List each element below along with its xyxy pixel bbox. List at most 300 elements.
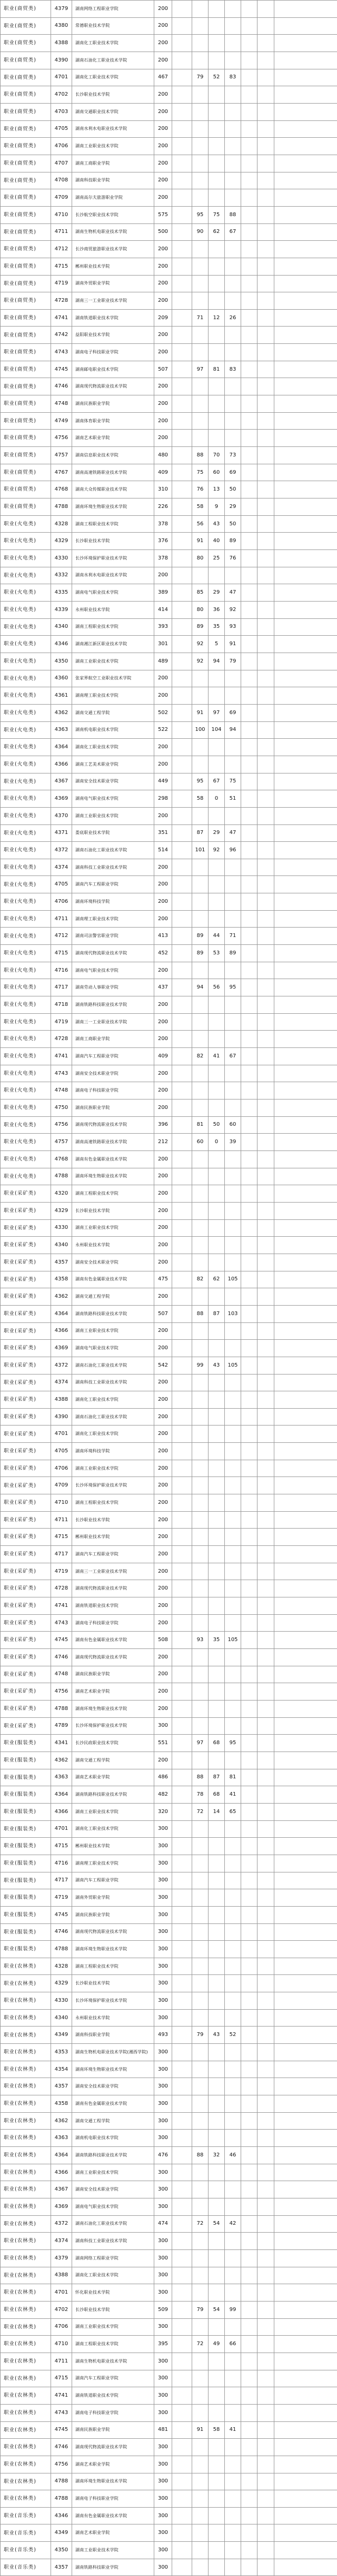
score-b-cell: 13 (209, 481, 225, 498)
blank-cell (172, 1941, 192, 1958)
empty-cell (274, 2044, 337, 2061)
score-b-cell (209, 1992, 225, 2010)
score-cell: 200 (154, 292, 172, 310)
table-row (1, 1889, 337, 1907)
blank-cell (172, 533, 192, 550)
code-cell: 4709 (51, 1477, 72, 1494)
empty-cell (274, 1374, 337, 1391)
school-name-cell: 永州职业技术学院 (72, 1237, 154, 1254)
empty-cell (257, 155, 274, 172)
empty-cell (257, 1185, 274, 1203)
category-cell: 职业(火电类) (1, 687, 51, 705)
empty-cell (241, 2336, 257, 2353)
score-a-cell (192, 1185, 209, 1203)
table-row (1, 773, 337, 790)
score-b-cell: 29 (209, 584, 225, 602)
school-name-cell: 常德职业技术学院 (72, 17, 154, 35)
score-b-cell (209, 1683, 225, 1701)
blank-cell (172, 550, 192, 567)
empty-cell (241, 52, 257, 69)
table-row (1, 395, 337, 413)
score-b-cell: 53 (209, 945, 225, 962)
school-name-cell: 湖南有色金属职业技术学院 (72, 1150, 154, 1168)
empty-cell (241, 103, 257, 120)
blank-cell (172, 2027, 192, 2044)
score-c-cell (225, 2490, 241, 2508)
score-a-cell: 88 (192, 2147, 209, 2164)
school-name-cell: 湖南电气职业技术学院 (72, 2198, 154, 2216)
code-cell: 4363 (51, 721, 72, 739)
school-name-cell: 湖南艺术职业学院 (72, 1769, 154, 1786)
empty-cell (241, 1065, 257, 1082)
code-cell: 4715 (51, 2370, 72, 2387)
empty-cell (274, 2336, 337, 2353)
empty-cell (274, 2473, 337, 2490)
score-cell: 200 (154, 1219, 172, 1237)
empty-cell (274, 1254, 337, 1271)
school-name-cell: 湖南艺术职业学院 (72, 430, 154, 447)
empty-cell (274, 515, 337, 533)
score-a-cell: 80 (192, 550, 209, 567)
score-c-cell (225, 1426, 241, 1443)
score-c-cell (225, 189, 241, 207)
empty-cell (241, 876, 257, 893)
score-cell: 437 (154, 979, 172, 996)
score-a-cell (192, 1975, 209, 1992)
empty-cell (274, 1649, 337, 1666)
category-cell: 职业(火电类) (1, 876, 51, 893)
table-row (1, 2490, 337, 2508)
score-b-cell (209, 1340, 225, 1357)
score-b-cell (209, 2233, 225, 2250)
score-a-cell (192, 910, 209, 928)
empty-cell (257, 910, 274, 928)
code-cell: 4712 (51, 241, 72, 258)
empty-cell (257, 1460, 274, 1477)
score-a-cell (192, 876, 209, 893)
score-cell: 551 (154, 1735, 172, 1752)
score-a-cell (192, 1, 209, 18)
empty-cell (257, 2078, 274, 2095)
code-cell: 4757 (51, 1134, 72, 1151)
score-a-cell: 72 (192, 2336, 209, 2353)
score-cell: 200 (154, 327, 172, 344)
table-row (1, 584, 337, 602)
score-b-cell (209, 910, 225, 928)
score-c-cell (225, 120, 241, 138)
empty-cell (257, 2404, 274, 2421)
empty-cell (274, 189, 337, 207)
score-c-cell: 83 (225, 361, 241, 378)
empty-cell (257, 2542, 274, 2559)
code-cell: 4716 (51, 962, 72, 979)
score-c-cell (225, 1168, 241, 1185)
school-name-cell: 湖南网络工程职业学院 (72, 2249, 154, 2267)
empty-cell (257, 1838, 274, 1855)
school-name-cell: 娄底职业技术学院 (72, 824, 154, 842)
school-name-cell: 湖南汽车工程职业学院 (72, 1048, 154, 1065)
empty-cell (257, 1340, 274, 1357)
blank-cell (172, 2318, 192, 2336)
score-c-cell: 46 (225, 2147, 241, 2164)
score-c-cell (225, 2353, 241, 2370)
score-b-cell (209, 1099, 225, 1117)
blank-cell (172, 1408, 192, 1426)
score-a-cell (192, 1340, 209, 1357)
blank-cell (172, 1322, 192, 1340)
empty-cell (241, 928, 257, 945)
school-name-cell: 湖南石油化工职业技术学院 (72, 842, 154, 859)
category-cell: 职业(火电类) (1, 515, 51, 533)
school-name-cell: 湖南安全技术职业学院 (72, 2078, 154, 2095)
score-cell: 200 (154, 1408, 172, 1426)
empty-cell (274, 103, 337, 120)
blank-cell (172, 1838, 192, 1855)
empty-cell (257, 1134, 274, 1151)
code-cell: 4705 (51, 876, 72, 893)
empty-cell (241, 962, 257, 979)
school-name-cell: 永州职业技术学院 (72, 601, 154, 618)
table-row (1, 962, 337, 979)
score-b-cell (209, 1529, 225, 1546)
empty-cell (257, 1649, 274, 1666)
score-cell: 200 (154, 1391, 172, 1409)
score-a-cell (192, 1580, 209, 1597)
score-cell: 226 (154, 498, 172, 516)
score-cell: 200 (154, 189, 172, 207)
blank-cell (172, 2147, 192, 2164)
empty-cell (241, 2130, 257, 2147)
category-cell: 职业(农林类) (1, 2215, 51, 2233)
empty-cell (274, 1271, 337, 1288)
table-row (1, 1202, 337, 1219)
empty-cell (274, 1305, 337, 1322)
table-row (1, 2404, 337, 2421)
table-row (1, 2009, 337, 2027)
score-b-cell (209, 962, 225, 979)
empty-cell (241, 309, 257, 327)
score-c-cell (225, 1838, 241, 1855)
code-cell: 4366 (51, 756, 72, 773)
category-cell: 职业(农林类) (1, 2112, 51, 2130)
score-b-cell (209, 670, 225, 687)
school-name-cell: 湖南工程职业技术学院 (72, 1494, 154, 1512)
school-name-cell: 湖南大众传媒职业技术学院 (72, 481, 154, 498)
score-c-cell: 103 (225, 1305, 241, 1322)
score-cell: 200 (154, 1443, 172, 1460)
score-cell: 200 (154, 1254, 172, 1271)
code-cell: 4390 (51, 52, 72, 69)
table-row (1, 430, 337, 447)
empty-cell (274, 172, 337, 189)
code-cell: 4366 (51, 1322, 72, 1340)
score-a-cell (192, 1202, 209, 1219)
score-a-cell (192, 2164, 209, 2181)
table-row (1, 1, 337, 18)
school-name-cell: 湖南工业职业技术学院 (72, 653, 154, 670)
score-b-cell (209, 1202, 225, 1219)
empty-cell (241, 481, 257, 498)
empty-cell (274, 1769, 337, 1786)
score-cell: 300 (154, 1958, 172, 1975)
score-b-cell: 14 (209, 1803, 225, 1820)
school-name-cell: 湖南电气职业技术学院 (72, 790, 154, 808)
table-row (1, 2198, 337, 2216)
score-b-cell (209, 292, 225, 310)
code-cell: 4379 (51, 2249, 72, 2267)
score-a-cell: 58 (192, 498, 209, 516)
score-c-cell (225, 2267, 241, 2284)
school-name-cell: 湖南环境生物职业技术学院 (72, 2473, 154, 2490)
score-b-cell: 87 (209, 1305, 225, 1322)
table-row (1, 172, 337, 189)
score-b-cell (209, 1374, 225, 1391)
score-a-cell (192, 17, 209, 35)
empty-cell (274, 2095, 337, 2113)
score-a-cell (192, 1614, 209, 1632)
school-name-cell: 湖南环境生物职业技术学院 (72, 498, 154, 516)
school-name-cell: 湖南石油化工职业技术学院 (72, 1408, 154, 1426)
score-cell: 514 (154, 842, 172, 859)
code-cell: 4330 (51, 1992, 72, 2010)
score-c-cell (225, 687, 241, 705)
table-row (1, 1786, 337, 1804)
school-name-cell: 湖南三一工业职业技术学院 (72, 292, 154, 310)
score-b-cell: 5 (209, 636, 225, 653)
score-c-cell: 41 (225, 1786, 241, 1804)
code-cell: 4708 (51, 172, 72, 189)
code-cell: 4339 (51, 601, 72, 618)
empty-cell (274, 1872, 337, 1889)
empty-cell (257, 945, 274, 962)
empty-cell (274, 52, 337, 69)
blank-cell (172, 2370, 192, 2387)
category-cell: 职业(农林类) (1, 2370, 51, 2387)
code-cell: 4745 (51, 2421, 72, 2439)
empty-cell (274, 481, 337, 498)
table-row (1, 979, 337, 996)
score-c-cell: 73 (225, 447, 241, 464)
empty-cell (241, 1529, 257, 1546)
blank-cell (172, 1013, 192, 1031)
score-cell: 200 (154, 275, 172, 292)
code-cell: 4349 (51, 2524, 72, 2542)
score-cell: 486 (154, 1769, 172, 1786)
score-cell: 200 (154, 1237, 172, 1254)
score-cell: 409 (154, 1048, 172, 1065)
blank-cell (172, 1099, 192, 1117)
empty-cell (274, 1134, 337, 1151)
score-a-cell (192, 1683, 209, 1701)
category-cell: 职业(农林类) (1, 2009, 51, 2027)
score-c-cell (225, 739, 241, 756)
code-cell: 4372 (51, 842, 72, 859)
category-cell: 职业(采矿类) (1, 1666, 51, 1683)
score-c-cell: 105 (225, 1357, 241, 1374)
table-row (1, 1906, 337, 1923)
score-c-cell (225, 893, 241, 911)
empty-cell (241, 1838, 257, 1855)
empty-cell (241, 756, 257, 773)
empty-cell (257, 996, 274, 1014)
blank-cell (172, 928, 192, 945)
school-name-cell: 湖南生物机电职业技术学院(湘西学院) (72, 2044, 154, 2061)
school-name-cell: 湖南有色金属职业技术学院 (72, 2507, 154, 2524)
code-cell: 4367 (51, 773, 72, 790)
empty-cell (274, 1340, 337, 1357)
table-row (1, 824, 337, 842)
school-name-cell: 湖南化工职业技术学院 (72, 1820, 154, 1838)
school-name-cell: 湖南石油化工职业技术学院 (72, 1357, 154, 1374)
score-cell: 200 (154, 86, 172, 104)
category-cell: 职业(火电类) (1, 859, 51, 876)
score-c-cell (225, 1099, 241, 1117)
code-cell: 4768 (51, 481, 72, 498)
empty-cell (241, 739, 257, 756)
score-b-cell (209, 1820, 225, 1838)
score-b-cell (209, 1700, 225, 1717)
empty-cell (274, 721, 337, 739)
score-a-cell (192, 1013, 209, 1031)
category-cell: 职业(商贸类) (1, 327, 51, 344)
category-cell: 职业(火电类) (1, 979, 51, 996)
blank-cell (172, 1219, 192, 1237)
score-c-cell (225, 2061, 241, 2078)
school-name-cell: 张家界航空工业职业技术学院 (72, 670, 154, 687)
category-cell: 职业(商贸类) (1, 464, 51, 481)
empty-cell (241, 721, 257, 739)
score-c-cell (225, 2249, 241, 2267)
empty-cell (241, 2095, 257, 2113)
score-cell: 500 (154, 223, 172, 241)
score-cell: 200 (154, 1649, 172, 1666)
score-cell: 200 (154, 52, 172, 69)
score-b-cell (209, 2439, 225, 2456)
category-cell: 职业(采矿类) (1, 1185, 51, 1203)
code-cell: 4329 (51, 1202, 72, 1219)
empty-cell (257, 2009, 274, 2027)
category-cell: 职业(采矿类) (1, 1632, 51, 1649)
empty-cell (274, 35, 337, 52)
score-a-cell (192, 395, 209, 413)
category-cell: 职业(采矿类) (1, 1254, 51, 1271)
score-b-cell: 60 (209, 464, 225, 481)
code-cell: 4741 (51, 309, 72, 327)
score-cell: 467 (154, 69, 172, 86)
code-cell: 4743 (51, 1065, 72, 1082)
blank-cell (172, 2198, 192, 2216)
empty-cell (241, 258, 257, 275)
score-b-cell: 68 (209, 1786, 225, 1804)
score-a-cell (192, 1889, 209, 1907)
empty-cell (241, 1563, 257, 1580)
table-row (1, 2044, 337, 2061)
code-cell: 4705 (51, 1443, 72, 1460)
category-cell: 职业(火电类) (1, 653, 51, 670)
category-cell: 职业(火电类) (1, 893, 51, 911)
blank-cell (172, 138, 192, 155)
blank-cell (172, 910, 192, 928)
category-cell: 职业(采矿类) (1, 1202, 51, 1219)
empty-cell (257, 1717, 274, 1735)
empty-cell (241, 2439, 257, 2456)
score-a-cell (192, 1099, 209, 1117)
score-a-cell (192, 2559, 209, 2576)
code-cell: 4728 (51, 292, 72, 310)
score-c-cell (225, 1065, 241, 1082)
score-b-cell (209, 1168, 225, 1185)
table-row (1, 86, 337, 104)
score-a-cell (192, 86, 209, 104)
score-b-cell: 70 (209, 447, 225, 464)
blank-cell (172, 189, 192, 207)
table-row (1, 412, 337, 430)
code-cell: 4717 (51, 1872, 72, 1889)
school-name-cell: 湖南安全技术职业学院 (72, 2181, 154, 2198)
blank-cell (172, 1426, 192, 1443)
table-row (1, 876, 337, 893)
score-b-cell (209, 155, 225, 172)
score-b-cell (209, 1082, 225, 1099)
blank-cell (172, 1889, 192, 1907)
score-b-cell (209, 1511, 225, 1529)
school-name-cell: 湖南环境生物职业技术学院 (72, 1168, 154, 1185)
score-c-cell (225, 172, 241, 189)
empty-cell (274, 2507, 337, 2524)
score-cell: 200 (154, 395, 172, 413)
school-name-cell: 湖南现代物流职业技术学院 (72, 1923, 154, 1941)
table-row (1, 1923, 337, 1941)
category-cell: 职业(音乐类) (1, 2542, 51, 2559)
empty-cell (241, 17, 257, 35)
score-b-cell (209, 1872, 225, 1889)
code-cell: 4711 (51, 1511, 72, 1529)
score-b-cell (209, 172, 225, 189)
score-c-cell (225, 2112, 241, 2130)
school-name-cell: 怀化职业技术学院 (72, 2284, 154, 2302)
score-c-cell (225, 1649, 241, 1666)
school-name-cell: 湖南有色金属职业技术学院 (72, 2095, 154, 2113)
empty-cell (241, 2233, 257, 2250)
empty-cell (274, 876, 337, 893)
score-b-cell (209, 807, 225, 824)
code-cell: 4364 (51, 1305, 72, 1322)
empty-cell (241, 1752, 257, 1769)
table-row (1, 550, 337, 567)
blank-cell (172, 2336, 192, 2353)
score-cell: 200 (154, 1082, 172, 1099)
score-b-cell (209, 2318, 225, 2336)
score-b-cell (209, 1031, 225, 1048)
score-c-cell (225, 2095, 241, 2113)
empty-cell (241, 1, 257, 18)
blank-cell (172, 1614, 192, 1632)
score-cell: 474 (154, 2215, 172, 2233)
table-row (1, 1099, 337, 1117)
score-c-cell: 26 (225, 309, 241, 327)
empty-cell (241, 1048, 257, 1065)
blank-cell (172, 1563, 192, 1580)
score-a-cell: 79 (192, 2301, 209, 2318)
table-row (1, 2456, 337, 2473)
score-a-cell: 90 (192, 223, 209, 241)
score-c-cell (225, 1511, 241, 1529)
category-cell: 职业(火电类) (1, 1048, 51, 1065)
table-row (1, 155, 337, 172)
score-b-cell (209, 1580, 225, 1597)
code-cell: 4374 (51, 859, 72, 876)
blank-cell (172, 1048, 192, 1065)
